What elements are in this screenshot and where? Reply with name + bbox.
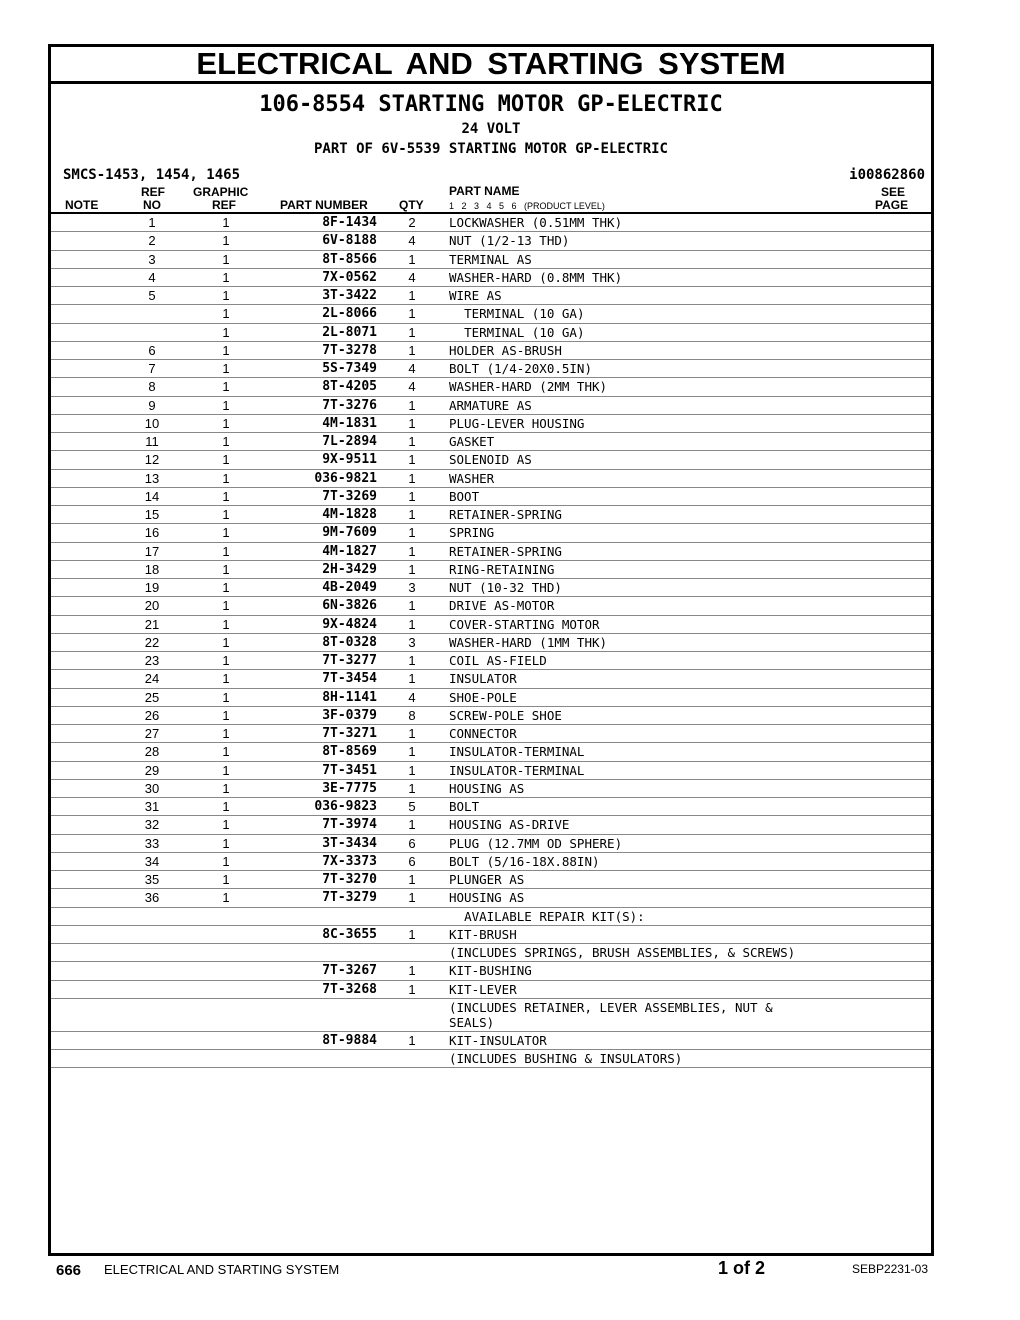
table-row <box>51 689 931 707</box>
part-number: 7X-0562 <box>322 269 377 285</box>
table-row <box>51 725 931 743</box>
col-see-top: SEE <box>881 185 906 199</box>
quantity: 4 <box>408 269 416 285</box>
table-row <box>51 889 931 907</box>
part-name: WASHER-HARD (1MM THK) <box>449 634 608 650</box>
table-row <box>51 561 931 579</box>
table-row <box>51 816 931 834</box>
page-footer <box>56 1258 928 1282</box>
part-number: 9X-9511 <box>322 452 377 468</box>
quantity: 1 <box>408 488 416 504</box>
ref-no: 17 <box>144 543 160 559</box>
table-row <box>51 780 931 798</box>
table-row <box>51 798 931 816</box>
col-ref-top: REF <box>141 185 165 199</box>
graphic-ref: 1 <box>222 616 230 632</box>
ref-no: 25 <box>144 689 160 705</box>
graphic-ref: 1 <box>222 671 230 687</box>
part-number: 3E-7775 <box>322 780 377 796</box>
part-number: 036-9821 <box>314 470 377 486</box>
quantity: 8 <box>408 707 416 723</box>
ref-no: 27 <box>144 726 160 741</box>
part-name: SOLENOID AS <box>449 452 532 468</box>
graphic-ref: 1 <box>222 726 230 741</box>
kit-name: KIT-INSULATOR <box>449 1032 547 1048</box>
quantity: 1 <box>408 653 416 668</box>
quantity: 1 <box>408 561 416 577</box>
graphic-ref: 1 <box>222 561 230 577</box>
part-name: RING-RETAINING <box>449 561 555 577</box>
parts-page-frame <box>48 44 934 1256</box>
ref-no: 36 <box>144 890 160 906</box>
quantity: 1 <box>408 762 416 778</box>
part-name: TERMINAL (10 GA) <box>449 306 585 322</box>
part-number: 5S-7349 <box>322 361 377 376</box>
col-part-number: PART NUMBER <box>280 198 368 212</box>
col-qty: QTY <box>399 198 424 212</box>
table-row <box>51 214 931 232</box>
graphic-ref: 1 <box>222 269 230 285</box>
graphic-ref: 1 <box>222 744 230 760</box>
ref-no: 24 <box>144 671 160 687</box>
ref-no: 29 <box>144 762 160 778</box>
part-number: 6N-3826 <box>322 598 377 614</box>
ref-no: 21 <box>144 616 160 632</box>
part-number: 7T-3279 <box>322 890 377 906</box>
kit-name: (INCLUDES BUSHING & INSULATORS) <box>449 1051 683 1066</box>
ref-no: 14 <box>144 488 160 504</box>
graphic-ref: 1 <box>222 233 230 249</box>
part-number: 7L-2894 <box>322 434 377 449</box>
table-row <box>51 524 931 542</box>
part-name: INSULATOR-TERMINAL <box>449 762 585 778</box>
part-name: WASHER <box>449 470 495 486</box>
ref-no: 16 <box>144 525 160 541</box>
graphic-ref: 1 <box>222 342 230 358</box>
graphic-ref: 1 <box>222 762 230 778</box>
part-number: 8H-1141 <box>322 689 377 705</box>
col-ref-bottom: NO <box>143 198 161 212</box>
parts-list <box>51 214 931 1068</box>
kit-row <box>51 926 931 944</box>
kit-quantity: 1 <box>408 1032 416 1048</box>
part-name: NUT (1/2-13 THD) <box>449 233 570 249</box>
quantity: 4 <box>408 689 416 705</box>
kit-row <box>51 981 931 999</box>
quantity: 1 <box>408 251 416 267</box>
table-row <box>51 269 931 287</box>
quantity: 4 <box>408 379 416 395</box>
table-row <box>51 543 931 561</box>
quantity: 1 <box>408 671 416 687</box>
quantity: 1 <box>408 890 416 906</box>
ref-no: 26 <box>144 707 160 723</box>
smcs-row <box>51 164 931 186</box>
ref-no: 20 <box>144 598 160 614</box>
col-see-bottom: PAGE <box>875 198 909 212</box>
graphic-ref: 1 <box>222 780 230 796</box>
quantity: 1 <box>408 817 416 833</box>
table-row <box>51 251 931 269</box>
part-name: INSULATOR <box>449 671 517 687</box>
group-title: 106-8554 STARTING MOTOR GP-ELECTRIC <box>259 92 723 117</box>
part-name: SCREW-POLE SHOE <box>449 707 562 723</box>
kit-name: KIT-LEVER <box>449 981 517 997</box>
part-number: 3T-3434 <box>322 835 377 851</box>
ref-no: 28 <box>144 744 160 760</box>
table-row <box>51 652 931 670</box>
part-name: SPRING <box>449 525 495 541</box>
table-row <box>51 488 931 506</box>
page-of: 1 of 2 <box>718 1258 766 1278</box>
kit-row <box>51 908 931 926</box>
col-part-name: PART NAME <box>449 184 520 198</box>
kit-row <box>51 962 931 980</box>
ref-no: 23 <box>144 653 160 668</box>
graphic-ref: 1 <box>222 543 230 559</box>
ref-no: 7 <box>148 361 156 376</box>
ref-no: 5 <box>148 288 156 303</box>
kit-name: (INCLUDES RETAINER, LEVER ASSEMBLIES, NUT & SEALS) <box>449 999 773 1030</box>
ref-no: 15 <box>144 507 160 522</box>
part-number: 3F-0379 <box>322 707 377 723</box>
part-number: 8T-4205 <box>322 379 377 395</box>
part-name: HOLDER AS-BRUSH <box>449 342 562 358</box>
table-row <box>51 305 931 323</box>
part-number: 9M-7609 <box>322 525 377 541</box>
kit-row <box>51 1050 931 1068</box>
table-row <box>51 433 931 451</box>
kit-name: AVAILABLE REPAIR KIT(S): <box>449 908 645 924</box>
page-number: 666 <box>56 1262 82 1279</box>
part-name: HOUSING AS-DRIVE <box>449 817 570 833</box>
kit-row <box>51 944 931 962</box>
quantity: 1 <box>408 726 416 741</box>
part-name: ARMATURE AS <box>449 397 532 413</box>
quantity: 1 <box>408 525 416 541</box>
part-number: 2H-3429 <box>322 561 377 577</box>
kit-part-number: 8C-3655 <box>322 926 377 942</box>
graphic-ref: 1 <box>222 361 230 376</box>
ref-no: 34 <box>144 853 160 869</box>
graphic-ref: 1 <box>222 580 230 595</box>
quantity: 1 <box>408 306 416 322</box>
table-row <box>51 287 931 305</box>
ref-no: 33 <box>144 835 160 851</box>
part-number: 7T-3269 <box>322 488 377 504</box>
col-graphic-top: GRAPHIC <box>193 185 249 199</box>
table-row <box>51 762 931 780</box>
quantity: 1 <box>408 780 416 796</box>
table-row <box>51 670 931 688</box>
part-number: 9X-4824 <box>322 616 377 632</box>
kit-quantity: 1 <box>408 963 416 979</box>
part-name: PLUG (12.7MM OD SPHERE) <box>449 835 623 851</box>
kit-name: (INCLUDES SPRINGS, BRUSH ASSEMBLIES, & SCREWS) <box>449 945 796 960</box>
quantity: 1 <box>408 872 416 887</box>
ref-no: 19 <box>144 580 160 595</box>
table-row <box>51 871 931 889</box>
ref-no: 31 <box>144 799 160 814</box>
quantity: 6 <box>408 853 416 869</box>
ref-no: 22 <box>144 634 160 650</box>
quantity: 1 <box>408 434 416 449</box>
part-name: COVER-STARTING MOTOR <box>449 616 600 632</box>
ref-no: 1 <box>148 215 156 230</box>
graphic-ref: 1 <box>222 507 230 522</box>
table-row <box>51 707 931 725</box>
part-number: 8F-1434 <box>322 215 377 230</box>
table-row <box>51 397 931 415</box>
part-name: NUT (10-32 THD) <box>449 580 562 595</box>
ref-no: 13 <box>144 470 160 486</box>
part-name: PLUNGER AS <box>449 872 525 887</box>
part-name: GASKET <box>449 434 495 449</box>
graphic-ref: 1 <box>222 689 230 705</box>
table-row <box>51 324 931 342</box>
table-header <box>51 186 931 214</box>
part-number: 8T-8569 <box>322 744 377 760</box>
kit-quantity: 1 <box>408 926 416 942</box>
quantity: 5 <box>408 799 416 814</box>
part-number: 7T-3271 <box>322 726 377 741</box>
graphic-ref: 1 <box>222 434 230 449</box>
ref-no: 18 <box>144 561 160 577</box>
part-name: RETAINER-SPRING <box>449 543 562 559</box>
graphic-ref: 1 <box>222 488 230 504</box>
kit-part-number: 7T-3268 <box>322 981 377 997</box>
part-number: 4M-1828 <box>322 507 377 522</box>
table-row <box>51 470 931 488</box>
part-number: 7T-3276 <box>322 397 377 413</box>
kit-quantity: 1 <box>408 981 416 997</box>
graphic-ref: 1 <box>222 215 230 230</box>
quantity: 3 <box>408 634 416 650</box>
table-row <box>51 579 931 597</box>
part-number: 6V-8188 <box>322 233 377 249</box>
graphic-ref: 1 <box>222 251 230 267</box>
quantity: 4 <box>408 233 416 249</box>
illustration-id: i00862860 <box>849 167 925 183</box>
table-row <box>51 835 931 853</box>
graphic-ref: 1 <box>222 324 230 340</box>
section-title: ELECTRICAL AND STARTING SYSTEM <box>51 47 931 84</box>
part-of-label: PART OF 6V-5539 STARTING MOTOR GP-ELECTRIC <box>313 141 668 157</box>
part-name: HOUSING AS <box>449 780 525 796</box>
col-product-level: 1 2 3 4 5 6 (PRODUCT LEVEL) <box>449 201 605 211</box>
graphic-ref: 1 <box>222 525 230 541</box>
graphic-ref: 1 <box>222 653 230 668</box>
part-number: 4B-2049 <box>322 580 377 595</box>
part-name: INSULATOR-TERMINAL <box>449 744 585 760</box>
part-name: RETAINER-SPRING <box>449 507 562 522</box>
graphic-ref: 1 <box>222 452 230 468</box>
part-name: SHOE-POLE <box>449 689 517 705</box>
table-row <box>51 853 931 871</box>
ref-no: 32 <box>144 817 160 833</box>
graphic-ref: 1 <box>222 415 230 431</box>
voltage-label: 24 VOLT <box>461 121 521 137</box>
part-number: 7T-3451 <box>322 762 377 778</box>
part-name: BOLT (1/4-20X0.5IN) <box>449 361 592 376</box>
quantity: 1 <box>408 744 416 760</box>
table-row <box>51 743 931 761</box>
kit-part-number: 7T-3267 <box>322 963 377 979</box>
quantity: 1 <box>408 324 416 340</box>
table-row <box>51 634 931 652</box>
ref-no: 2 <box>148 233 156 249</box>
col-graphic-bottom: REF <box>212 198 236 212</box>
part-number: 036-9823 <box>314 799 377 814</box>
table-row <box>51 415 931 433</box>
quantity: 1 <box>408 342 416 358</box>
part-number: 4M-1831 <box>322 415 377 431</box>
ref-no: 30 <box>144 780 160 796</box>
quantity: 6 <box>408 835 416 851</box>
graphic-ref: 1 <box>222 306 230 322</box>
graphic-ref: 1 <box>222 634 230 650</box>
part-name: WIRE AS <box>449 288 502 303</box>
part-number: 7T-3277 <box>322 653 377 668</box>
part-number: 2L-8071 <box>322 324 377 340</box>
part-number: 7T-3974 <box>322 817 377 833</box>
ref-no: 12 <box>144 452 160 468</box>
quantity: 2 <box>408 215 416 230</box>
kit-name: KIT-BUSHING <box>449 963 532 979</box>
part-name: PLUG-LEVER HOUSING <box>449 415 585 431</box>
ref-no: 11 <box>145 434 159 449</box>
kit-row <box>51 1032 931 1050</box>
graphic-ref: 1 <box>222 598 230 614</box>
part-number: 8T-0328 <box>322 634 377 650</box>
part-number: 8T-8566 <box>322 251 377 267</box>
part-name: CONNECTOR <box>449 726 517 741</box>
part-number: 3T-3422 <box>322 288 377 303</box>
part-number: 2L-8066 <box>322 306 377 322</box>
graphic-ref: 1 <box>222 470 230 486</box>
graphic-ref: 1 <box>222 379 230 395</box>
graphic-ref: 1 <box>222 799 230 814</box>
graphic-ref: 1 <box>222 817 230 833</box>
graphic-ref: 1 <box>222 707 230 723</box>
part-number: 4M-1827 <box>322 543 377 559</box>
quantity: 1 <box>408 616 416 632</box>
col-note: NOTE <box>65 198 99 212</box>
table-row <box>51 342 931 360</box>
quantity: 1 <box>408 288 416 303</box>
kit-row <box>51 999 931 1032</box>
part-number: 7X-3373 <box>322 853 377 869</box>
graphic-ref: 1 <box>222 835 230 851</box>
part-name: TERMINAL (10 GA) <box>449 324 585 340</box>
ref-no: 8 <box>148 379 156 395</box>
quantity: 1 <box>408 507 416 522</box>
part-number: 7T-3454 <box>322 671 377 687</box>
graphic-ref: 1 <box>222 853 230 869</box>
doc-id: SEBP2231-03 <box>851 1262 928 1276</box>
kit-name: KIT-BRUSH <box>449 926 517 942</box>
table-row <box>51 451 931 469</box>
part-name: WASHER-HARD (2MM THK) <box>449 379 608 395</box>
table-row <box>51 378 931 396</box>
part-name: BOLT <box>449 799 480 814</box>
part-name: WASHER-HARD (0.8MM THK) <box>449 269 623 285</box>
table-row <box>51 597 931 615</box>
quantity: 1 <box>408 598 416 614</box>
quantity: 1 <box>408 397 416 413</box>
ref-no: 9 <box>148 397 156 413</box>
ref-no: 4 <box>148 269 156 285</box>
footer-section: ELECTRICAL AND STARTING SYSTEM <box>104 1262 340 1277</box>
table-row <box>51 232 931 250</box>
table-row <box>51 506 931 524</box>
quantity: 1 <box>408 415 416 431</box>
part-number: 7T-3278 <box>322 342 377 358</box>
part-name: DRIVE AS-MOTOR <box>449 598 555 614</box>
quantity: 3 <box>408 580 416 595</box>
quantity: 1 <box>408 452 416 468</box>
part-number: 7T-3270 <box>322 872 377 887</box>
graphic-ref: 1 <box>222 397 230 413</box>
part-name: BOLT (5/16-18X.88IN) <box>449 853 600 869</box>
quantity: 1 <box>408 470 416 486</box>
graphic-ref: 1 <box>222 890 230 906</box>
ref-no: 35 <box>144 872 160 887</box>
part-name: TERMINAL AS <box>449 251 532 267</box>
part-name: HOUSING AS <box>449 890 525 906</box>
graphic-ref: 1 <box>222 872 230 887</box>
part-name: LOCKWASHER (0.51MM THK) <box>449 215 623 230</box>
ref-no: 3 <box>148 251 156 267</box>
smcs-codes: SMCS-1453, 1454, 1465 <box>63 167 241 183</box>
table-row <box>51 616 931 634</box>
table-row <box>51 360 931 378</box>
ref-no: 10 <box>144 415 160 431</box>
quantity: 1 <box>408 543 416 559</box>
quantity: 4 <box>408 361 416 376</box>
part-name: COIL AS-FIELD <box>449 653 547 668</box>
ref-no: 6 <box>148 342 156 358</box>
kit-part-number: 8T-9884 <box>322 1032 377 1048</box>
part-name: BOOT <box>449 488 480 504</box>
graphic-ref: 1 <box>222 288 230 303</box>
